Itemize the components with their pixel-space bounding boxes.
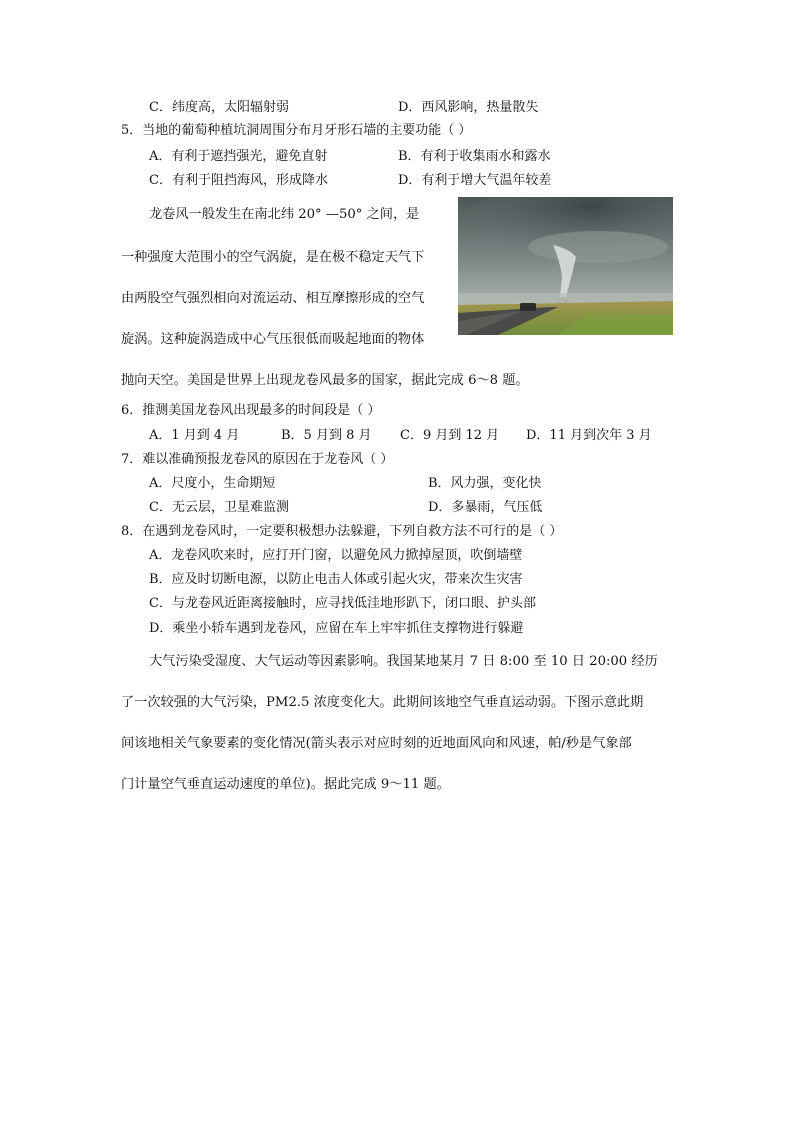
tornado-intro-line-5: 抛向天空。美国是世界上出现龙卷风最多的国家，据此完成 6～8 题。 bbox=[121, 373, 529, 388]
tornado-photo-svg bbox=[458, 197, 673, 335]
q7-option-a: A．尺度小，生命期短 bbox=[149, 476, 276, 491]
q6-option-a: A．1 月到 4 月 bbox=[149, 428, 240, 443]
q8-stem: 8．在遇到龙卷风时，一定要积极想办法躲避，下列自救方法不可行的是（ ） bbox=[121, 524, 563, 539]
q7-option-b: B．风力强，变化快 bbox=[428, 476, 542, 491]
q7-option-d: D．多暴雨，气压低 bbox=[428, 500, 543, 515]
car bbox=[520, 303, 536, 311]
q5-option-b: B．有利于收集雨水和露水 bbox=[398, 149, 551, 164]
q5-option-c: C．有利于阻挡海风，形成降水 bbox=[149, 173, 328, 188]
q7-option-c: C．无云层，卫星难监测 bbox=[149, 500, 289, 515]
q8-option-c: C．与龙卷风近距离接触时，应寻找低洼地形趴下，闭口眼、护头部 bbox=[149, 596, 536, 611]
q8-option-d: D．乘坐小轿车遇到龙卷风，应留在车上牢牢抓住支撑物进行躲避 bbox=[149, 621, 524, 636]
tornado-intro-line-4: 旋涡。这种旋涡造成中心气压很低而吸起地面的物体 bbox=[121, 332, 425, 347]
pollution-intro-line-1: 大气污染受湿度、大气运动等因素影响。我国某地某月 7 日 8:00 至 10 日 20:00 经历 bbox=[149, 654, 658, 669]
tornado-intro-line-1: 龙卷风一般发生在南北纬 20° —50° 之间，是 bbox=[149, 207, 420, 222]
q6-stem: 6．推测美国龙卷风出现最多的时间段是（ ） bbox=[121, 403, 381, 418]
tornado-intro-line-2: 一种强度大范围小的空气涡旋，是在极不稳定天气下 bbox=[121, 250, 425, 265]
q5-option-a: A．有利于遮挡强光，避免直射 bbox=[149, 149, 328, 164]
q4-option-d: D．西风影响，热量散失 bbox=[398, 100, 539, 115]
q6-option-b: B．5 月到 8 月 bbox=[281, 428, 372, 443]
q8-option-a: A．龙卷风吹来时，应打开门窗，以避免风力掀掉屋顶，吹倒墙壁 bbox=[149, 548, 523, 563]
cloud-base bbox=[528, 231, 668, 263]
tornado-photo bbox=[458, 197, 673, 335]
pollution-intro-line-4: 门计量空气垂直运动速度的单位)。据此完成 9～11 题。 bbox=[121, 777, 450, 792]
tornado-intro-line-3: 由两股空气强烈相向对流运动、相互摩擦形成的空气 bbox=[121, 291, 425, 306]
q8-option-b: B．应及时切断电源，以防止电击人体或引起火灾，带来次生灾害 bbox=[149, 572, 523, 587]
q7-stem: 7．难以准确预报龙卷风的原因在于龙卷风（ ） bbox=[121, 452, 394, 467]
q6-option-c: C．9 月到 12 月 bbox=[400, 428, 500, 443]
q4-option-c: C．纬度高，太阳辐射弱 bbox=[149, 100, 289, 115]
q6-option-d: D．11 月到次年 3 月 bbox=[526, 428, 652, 443]
pollution-intro-line-3: 间该地相关气象要素的变化情况(箭头表示对应时刻的近地面风向和风速，帕/秒是气象部 bbox=[121, 736, 632, 751]
pollution-intro-line-2: 了一次较强的大气污染，PM2.5 浓度变化大。此期间该地空气垂直运动弱。下图示意此期 bbox=[121, 695, 644, 710]
q5-stem: 5．当地的葡萄种植坑洞周围分布月牙形石墙的主要功能（ ） bbox=[121, 123, 472, 138]
q5-option-d: D．有利于增大气温年较差 bbox=[398, 173, 552, 188]
